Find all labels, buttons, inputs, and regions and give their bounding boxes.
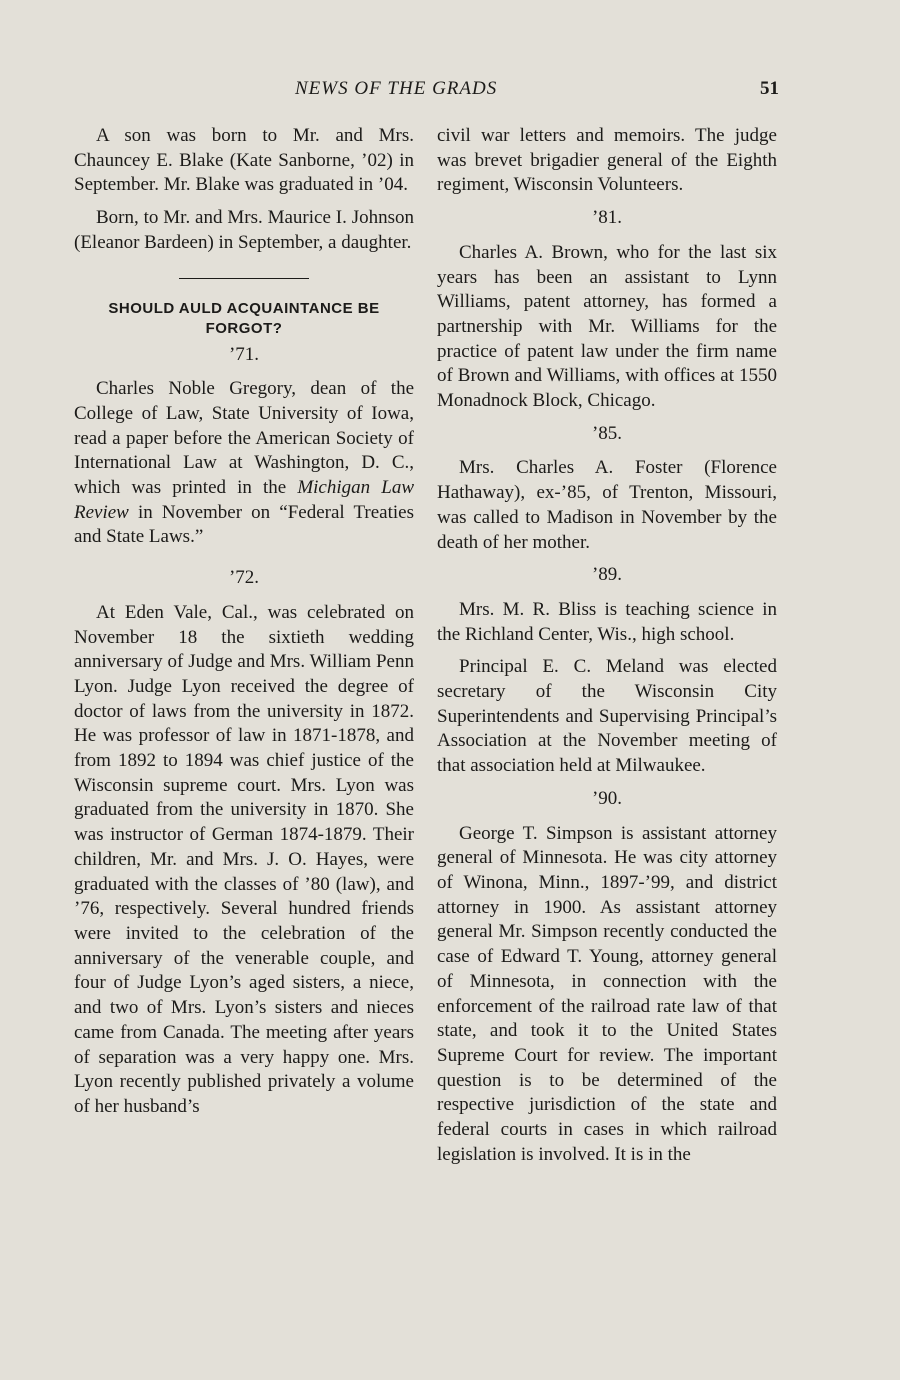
class-year-heading: ’85.	[591, 422, 623, 444]
page-header	[0, 78, 900, 104]
paragraph: Charles A. Brown, who for the last six years has been an assistant to Lynn Williams, patent attorney, has formed a partnership with Mr. Williams for the practice of patent law under the firm name of Brown and Williams, with offices at 1550 Monadnock Block, Chicago.	[437, 241, 777, 412]
left-column	[74, 124, 414, 1128]
section-title: SHOULD AULD ACQUAINTANCE BE FORGOT?	[108, 299, 380, 337]
class-year-heading: ’72.	[228, 567, 260, 589]
page-number: 51	[760, 78, 779, 99]
section-divider	[179, 278, 309, 279]
class-year-heading: ’90.	[591, 787, 623, 809]
paragraph: George T. Simpson is assistant attorney general of Minnesota. He was city attorney of Winona, Minn., 1897-’99, and district attorney in 1900. As assistant attorney general Mr. Simpson recently conducted the case of Edward T. Young, attorney general of Minnesota, in connection with the enforcement of the railroad rate law of that state, and took it to the United States Supreme Court for review. The important question is to be determined of the respective jurisdiction of the state and federal courts in cases in which railroad legislation is involved. It is in the	[437, 822, 777, 1165]
paragraph: Born, to Mr. and Mrs. Maurice I. Johnson (Eleanor Bardeen) in September, a daughter.	[74, 207, 414, 253]
class-year-heading: ’89.	[591, 564, 623, 586]
running-head: NEWS OF THE GRADS	[295, 78, 498, 99]
class-year-heading: ’71.	[228, 343, 260, 365]
class-year-heading: ’81.	[591, 207, 623, 229]
paragraph: At Eden Vale, Cal., was celebrated on November 18 the sixtieth wedding anniversary of Judge and Mrs. William Penn Lyon. Judge Lyon received the degree of doctor of laws from the university in 1872. He was professor of law in 1871-1878, and from 1892 to 1894 was chief justice of the Wisconsin supreme court. Mrs. Lyon was graduated from the university in 1870. She was instructor of German 1874-1879. Their children, Mr. and Mrs. J. O. Hayes, were graduated with the classes of ’80 (law), and ’76, respectively. Several hundred friends were invited to the celebration of the anniversary of the venerable couple, and four of Judge Lyon’s aged sisters, a niece, and two of Mrs. Lyon’s sisters and nieces came from Canada. The meeting after years of separation was a very happy one. Mrs. Lyon recently published privately a volume of her husband’s	[74, 601, 414, 1117]
paragraph: Mrs. Charles A. Foster (Florence Hathaway), ex-’85, of Trenton, Missouri, was called to Madison in November by the death of her mother.	[437, 457, 777, 553]
text-run: in November on “Federal Treaties and State Laws.”	[74, 501, 414, 548]
right-column	[437, 124, 777, 1175]
paragraph: A son was born to Mr. and Mrs. Chauncey E. Blake (Kate Sanborne, ’02) in September. Mr. Blake was graduated in ’04.	[74, 125, 414, 196]
paragraph	[74, 377, 414, 550]
publication-title: Michigan Law Review	[74, 477, 414, 523]
paragraph-continued: civil war letters and memoirs. The judge was brevet brigadier general of the Eighth regiment, Wisconsin Volunteers.	[437, 125, 777, 196]
text-run: Charles Noble Gregory, dean of the College of Law, State University of Iowa, read a paper before the American Society of International Law at Washington, D. C., which was printed in the	[74, 378, 414, 499]
paragraph: Mrs. M. R. Bliss is teaching science in the Richland Center, Wis., high school.	[437, 598, 777, 645]
paragraph: Principal E. C. Meland was elected secretary of the Wisconsin City Superintendents and Supervising Principal’s Association at the November meeting of that association held at Milwaukee.	[437, 656, 777, 777]
